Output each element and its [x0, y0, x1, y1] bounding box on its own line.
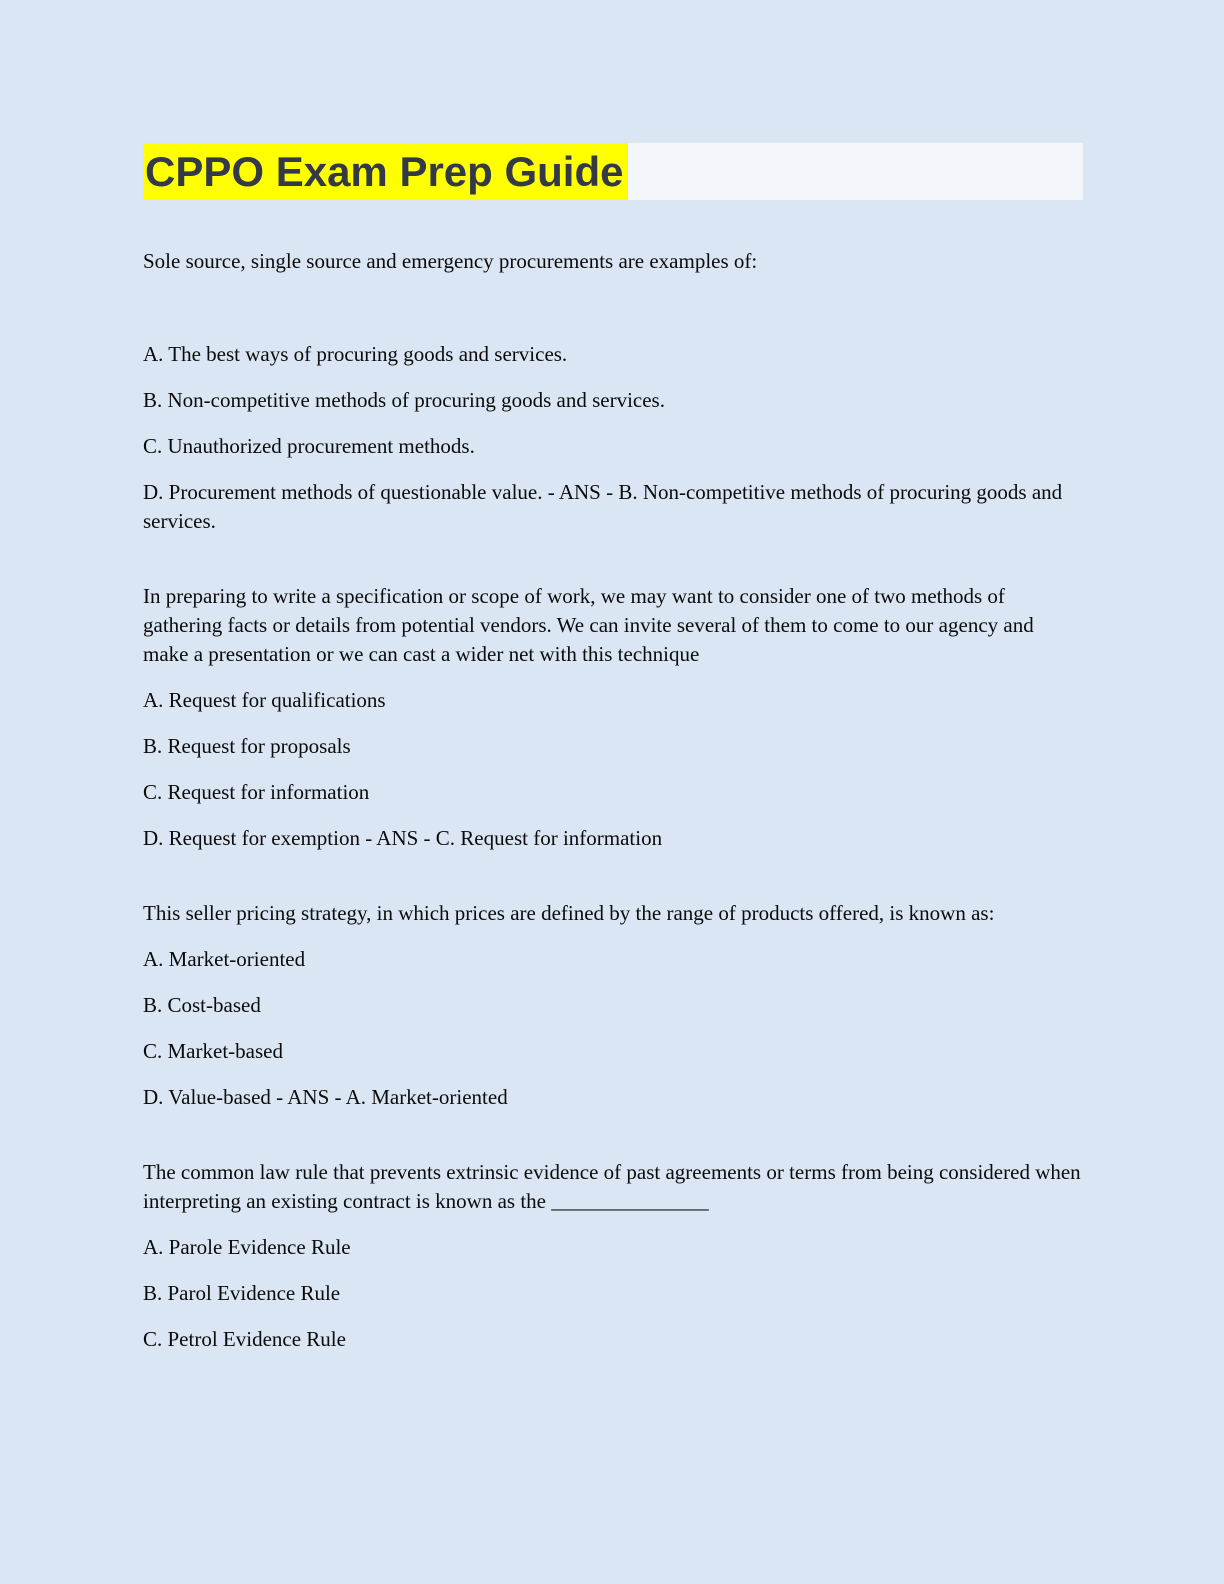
- answer-option-d: D. Procurement methods of questionable value. - ANS - B. Non-competitive methods of procuring goods and services.: [143, 480, 1063, 533]
- answer-option-c: C. Petrol Evidence Rule: [143, 1327, 346, 1351]
- answer-option-b: B. Cost-based: [143, 993, 261, 1017]
- answer-option-a: A. The best ways of procuring goods and services.: [143, 342, 568, 366]
- answer-option-b: B. Parol Evidence Rule: [143, 1281, 341, 1305]
- document-title: [143, 143, 1083, 200]
- answer-option-d: D. Request for exemption - ANS - C. Request for information: [143, 826, 663, 850]
- answer-option-b: B. Non-competitive methods of procuring goods and services.: [143, 388, 665, 412]
- answer-option-a: A. Parole Evidence Rule: [143, 1235, 351, 1259]
- answer-option-d: D. Value-based - ANS - A. Market-oriented: [143, 1085, 508, 1109]
- question-block-1: [143, 247, 1083, 536]
- question-text: In preparing to write a specification or scope of work, we may want to consider one of two methods of gathering facts or details from potential vendors. We can invite several of them to come to our agency and make a presentation or we can cast a wider net with this technique: [143, 584, 1034, 666]
- question-text: Sole source, single source and emergency procurements are examples of:: [143, 249, 758, 273]
- answer-option-c: C. Unauthorized procurement methods.: [143, 434, 475, 458]
- title-highlight: CPPO Exam Prep Guide: [143, 143, 628, 200]
- answer-option-a: A. Request for qualifications: [143, 688, 386, 712]
- answer-option-c: C. Market-based: [143, 1039, 283, 1063]
- question-text: The common law rule that prevents extrinsic evidence of past agreements or terms from being considered when interpreting an existing contract is known as the _______________: [143, 1160, 1081, 1213]
- answer-option-b: B. Request for proposals: [143, 734, 351, 758]
- question-block-4: [143, 1158, 1083, 1354]
- question-text: This seller pricing strategy, in which prices are defined by the range of products offered, is known as:: [143, 901, 995, 925]
- answer-option-c: C. Request for information: [143, 780, 370, 804]
- question-block-2: [143, 582, 1083, 853]
- answer-option-a: A. Market-oriented: [143, 947, 306, 971]
- question-block-3: [143, 899, 1083, 1112]
